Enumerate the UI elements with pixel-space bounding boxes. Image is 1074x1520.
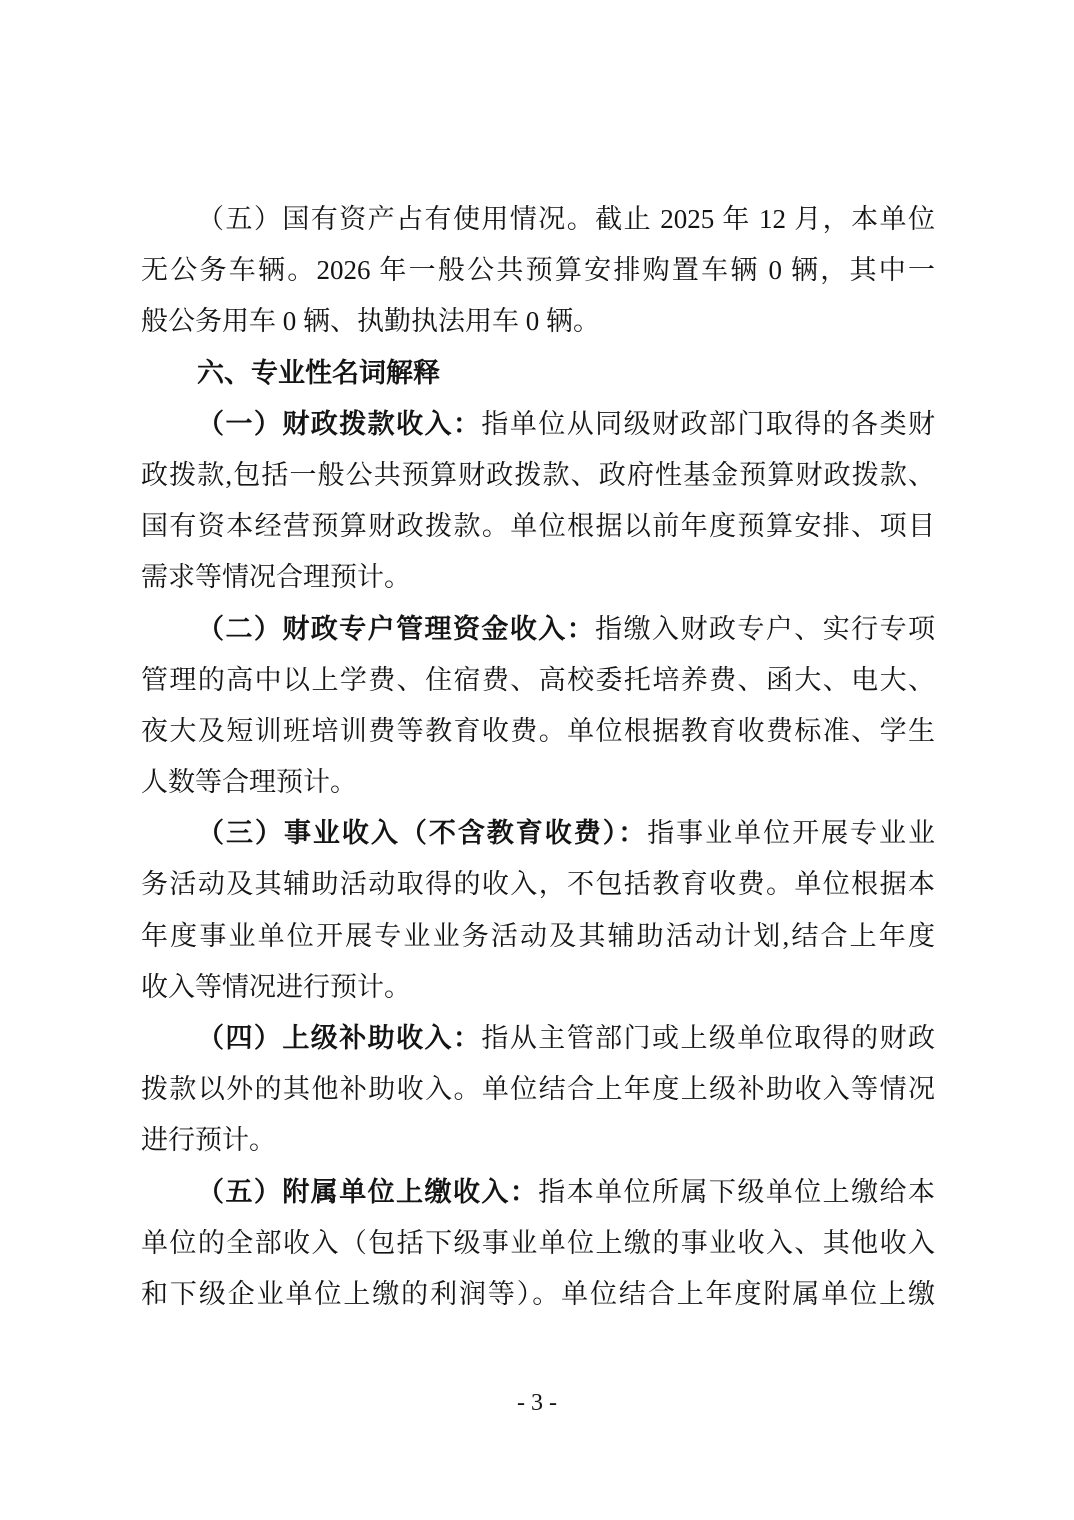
paragraph-line: 和下级企业单位上缴的利润等）。单位结合上年度附属单位上缴 [141, 1278, 935, 1309]
paragraph-line: 需求等情况合理预计。 [141, 562, 411, 593]
term-text: 指缴入财政专户、实行专项 [595, 613, 935, 644]
paragraph-line: 国有资本经营预算财政拨款。单位根据以前年度预算安排、项目 [141, 511, 935, 542]
paragraph-line: 政拨款,包括一般公共预算财政拨款、政府性基金预算财政拨款、 [141, 459, 935, 490]
term-title: （四）上级补助收入： [197, 1023, 482, 1053]
section-heading: 六、专业性名词解释 [197, 357, 440, 388]
paragraph-line: 拨款以外的其他补助收入。单位结合上年度上级补助收入等情况 [141, 1074, 935, 1105]
paragraph-state-assets [141, 194, 935, 348]
page-body [141, 194, 935, 1320]
paragraph-line: 单位的全部收入（包括下级事业单位上缴的事业收入、其他收入 [141, 1227, 935, 1258]
paragraph-line: 人数等合理预计。 [141, 767, 357, 798]
paragraph-line [141, 399, 935, 450]
paragraph-line: 夜大及短训班培训费等教育收费。单位根据教育收费标准、学生 [141, 715, 935, 746]
term-special-account-income [141, 604, 935, 809]
term-affiliated-unit-income [141, 1167, 935, 1321]
paragraph-line [141, 808, 935, 859]
term-superior-subsidy-income [141, 1013, 935, 1167]
paragraph-line: （五）国有资产占有使用情况。截止 2025 年 12 月，本单位 [197, 204, 935, 234]
term-text: 指本单位所属下级单位上缴给本 [538, 1176, 935, 1207]
paragraph-line: 进行预计。 [141, 1125, 276, 1156]
paragraph-line: 般公务用车 0 辆、执勤执法用车 0 辆。 [141, 306, 600, 337]
term-business-income [141, 808, 935, 1013]
term-title: （一）财政拨款收入： [197, 408, 482, 439]
term-text: 指从主管部门或上级单位取得的财政 [481, 1023, 935, 1053]
paragraph-line: 无公务车辆。2026 年一般公共预算安排购置车辆 0 辆，其中一 [141, 255, 935, 286]
term-text: 指事业单位开展专业业 [647, 818, 935, 849]
paragraph-line: 年度事业单位开展专业业务活动及其辅助活动计划,结合上年度 [141, 920, 935, 951]
page-number: - 3 - [517, 1390, 557, 1416]
term-fiscal-appropriation-income [141, 399, 935, 604]
paragraph-line: 务活动及其辅助活动取得的收入，不包括教育收费。单位根据本 [141, 869, 935, 900]
paragraph-line [141, 1167, 935, 1218]
term-text: 指单位从同级财政部门取得的各类财 [481, 408, 935, 439]
paragraph-line: 管理的高中以上学费、住宿费、高校委托培养费、函大、电大、 [141, 664, 935, 695]
term-title: （五）附属单位上缴收入： [197, 1176, 539, 1207]
term-title: （二）财政专户管理资金收入： [197, 613, 596, 644]
paragraph-line [141, 604, 935, 655]
paragraph-line [141, 1013, 935, 1064]
paragraph-line: 收入等情况进行预计。 [141, 971, 411, 1002]
term-title: （三）事业收入（不含教育收费）： [197, 818, 648, 849]
